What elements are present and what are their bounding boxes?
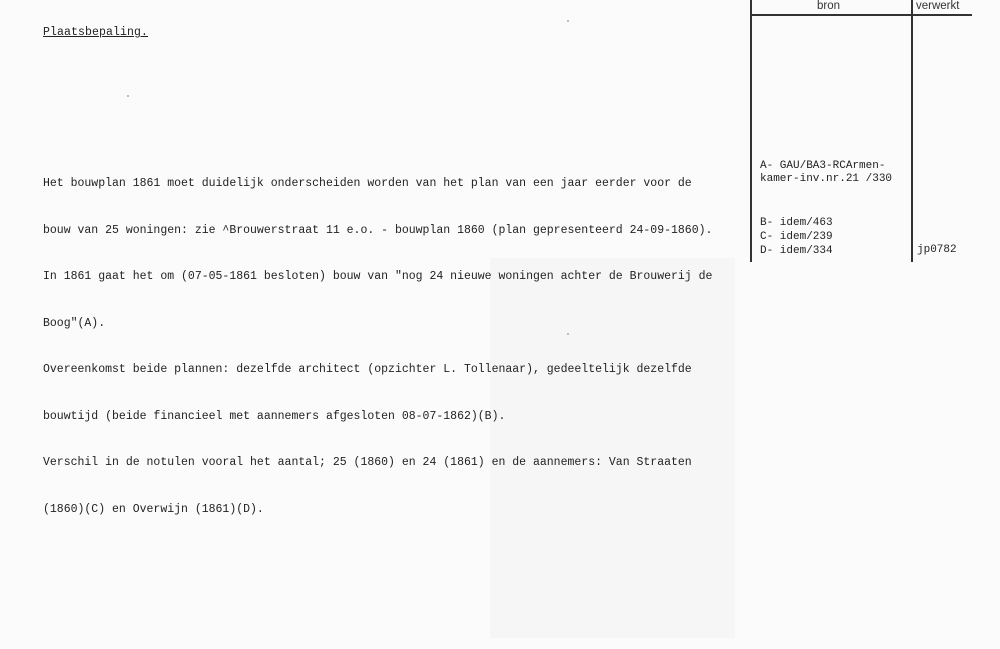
source-c: C- idem/239 bbox=[760, 231, 833, 243]
body-line: Het bouwplan 1861 moet duidelijk onderscheiden worden van het plan van een jaar eerder voor de bbox=[43, 177, 692, 190]
source-d: D- idem/334 bbox=[760, 245, 833, 257]
verwerkt-column-divider bbox=[911, 0, 913, 262]
bron-header: bron bbox=[817, 0, 841, 12]
bron-column-divider bbox=[750, 0, 752, 262]
speck bbox=[127, 95, 129, 97]
body-line: bouwtijd (beide financieel met aannemers afgesloten 08-07-1862)(B). bbox=[43, 409, 506, 423]
body-line: (1860)(C) en Overwijn (1861)(D). bbox=[43, 502, 264, 516]
speck bbox=[567, 20, 569, 22]
speck bbox=[567, 333, 569, 335]
header-rule bbox=[750, 14, 972, 16]
page-title: Plaatsbepaling. bbox=[43, 26, 149, 39]
source-a: A- GAU/BA3-RCArmen- kamer-inv.nr.21 /330 bbox=[760, 160, 893, 185]
verwerkt-header: verwerkt bbox=[916, 0, 960, 12]
body-line: Verschil in de notulen vooral het aantal; 25 (1860) en 24 (1861) en de aannemers: Van Straaten bbox=[43, 456, 692, 469]
body-line: bouw van 25 woningen: zie ^Brouwerstraat 11 e.o. - bouwplan 1860 (plan gepresenteerd 24-09-1860). bbox=[43, 223, 713, 237]
body-line: In 1861 gaat het om (07-05-1861 besloten) bouw van "nog 24 nieuwe woningen achter de Brouwerij de bbox=[43, 270, 713, 283]
source-b: B- idem/463 bbox=[760, 217, 833, 229]
body-text bbox=[43, 145, 743, 548]
verwerkt-code: jp0782 bbox=[917, 244, 957, 256]
body-line: Boog"(A). bbox=[43, 316, 106, 330]
body-line: Overeenkomst beide plannen: dezelfde architect (opzichter L. Tollenaar), gedeeltelijk dezelfde bbox=[43, 363, 692, 376]
